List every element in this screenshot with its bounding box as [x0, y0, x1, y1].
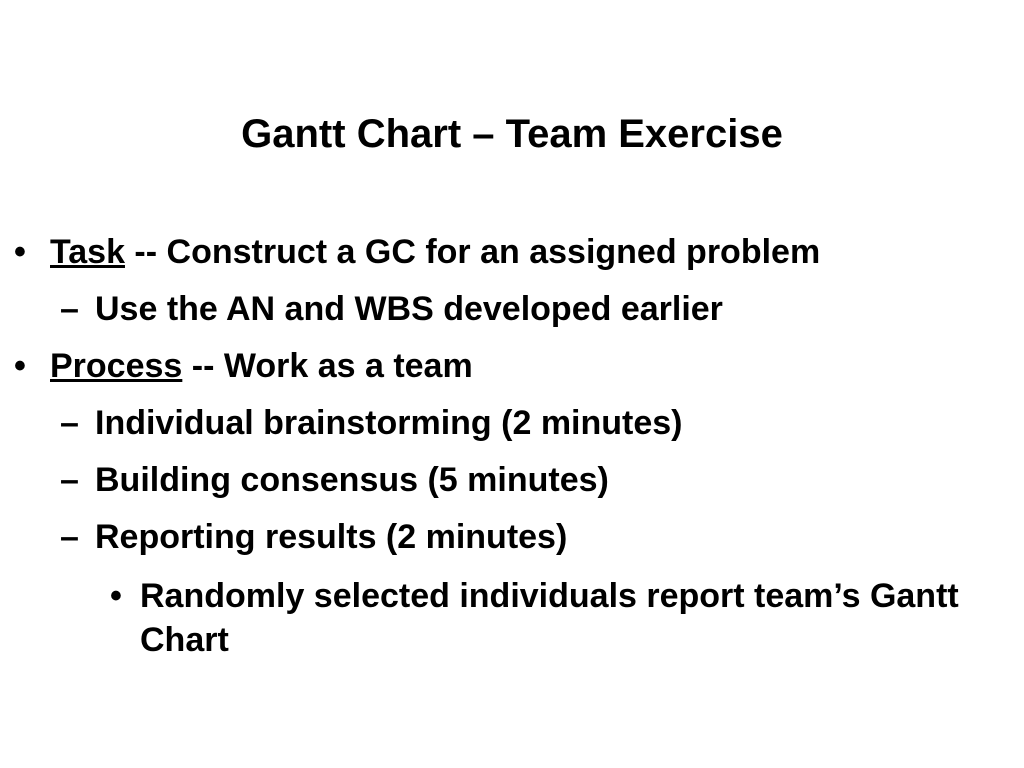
sub-bullet-an-wbs: Use the AN and WBS developed earlier: [95, 290, 723, 328]
sub-bullet-marker: –: [60, 518, 79, 556]
slide-title: Gantt Chart – Team Exercise: [241, 112, 783, 156]
bullet-process-text: -- Work as a team: [182, 347, 473, 385]
sub-bullet-marker: –: [60, 461, 79, 499]
bullet-task-text: -- Construct a GC for an assigned problem: [124, 233, 821, 271]
sub-bullet-reporting: Reporting results (2 minutes): [95, 518, 568, 556]
sub-bullet-marker: –: [60, 404, 79, 442]
bullet-marker: •: [14, 233, 26, 271]
bullet-process-label: Process: [50, 347, 183, 385]
sub-sub-bullet-marker: •: [110, 577, 122, 615]
bullet-marker: •: [14, 347, 26, 385]
sub-bullet-brainstorming: Individual brainstorming (2 minutes): [95, 404, 683, 442]
sub-bullet-consensus: Building consensus (5 minutes): [95, 461, 609, 499]
sub-sub-bullet-random-report: Randomly selected individuals report team’s Gantt Chart: [140, 577, 959, 659]
bullet-task-label: Task: [50, 233, 125, 271]
bullet-task: [50, 232, 820, 272]
sub-bullet-marker: –: [60, 290, 79, 328]
bullet-process: [50, 346, 473, 386]
